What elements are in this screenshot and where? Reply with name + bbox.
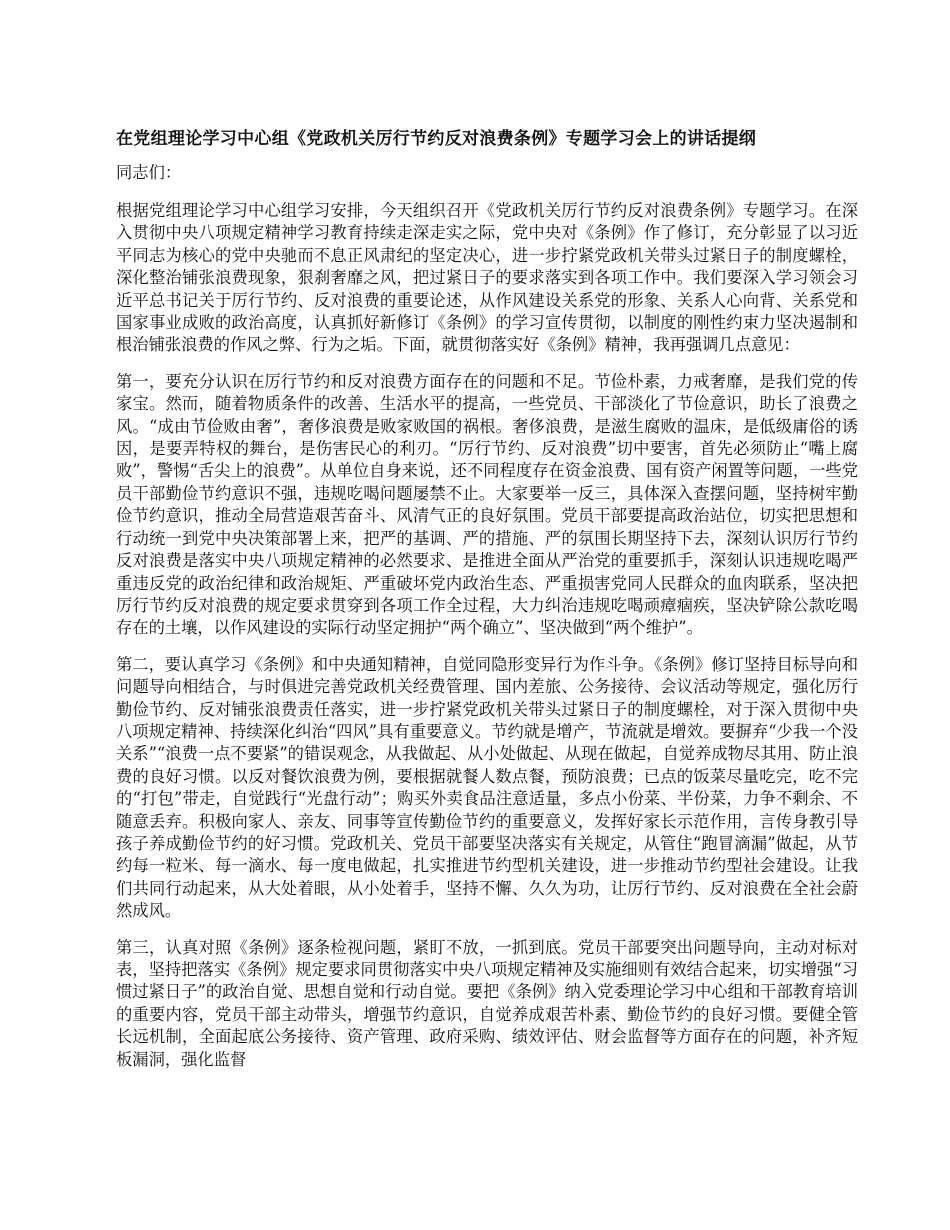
greeting: 同志们： (116, 163, 182, 182)
paragraph-second: 第二，要认真学习《条例》和中央通知精神，自觉同隐形变异行为作斗争。《条例》修订坚持目标导向和问题导向相结合，与时俱进完善党政机关经费管理、国内差旅、公务接待、会议活动等规定，强化厉行勤俭节约、反对铺张浪费责任落实，进一步拧紧党政机关带头过紧日子的制度螺栓，对于深入贯彻中央八项规定精神、持续深化纠治“四风”具有重要意义。节约就是增产，节流就是增效。要摒弃“少我一个没关系”“浪费一点不要紧”的错误观念，从我做起、从小处做起、从现在做起，自觉养成物尽其用、防止浪费的良好习惯。以反对餐饮浪费为例，要根据就餐人数点餐，预防浪费；已点的饭菜尽量吃完，吃不完的“打包”带走，自觉践行“光盘行动”；购买外卖食品注意适量，多点小份菜、半份菜，力争不剩余、不随意丢弃。积极向家人、亲友、同事等宣传勤俭节约的重要意义，发挥好家长示范作用，言传身教引导孩子养成勤俭节约的好习惯。党政机关、党员干部要坚决落实有关规定，从管住“跑冒滴漏”做起，从节约每一粒米、每一滴水、每一度电做起，扎实推进节约型机关建设，进一步推动节约型社会建设。让我们共同行动起来，从大处着眼，从小处着手，坚持不懈、久久为功，让厉行节约、反对浪费在全社会蔚然成风。 (116, 654, 858, 921)
paragraph-intro: 根据党组理论学习中心组学习安排，今天组织召开《党政机关厉行节约反对浪费条例》专题学习。在深入贯彻中央八项规定精神学习教育持续走深走实之际，党中央对《条例》作了修订，充分彰显了以习近平同志为核心的党中央驰而不息正风肃纪的坚定决心，进一步拧紧党政机关带头过紧日子的制度螺栓，深化整治铺张浪费现象，狠刹奢靡之风，把过紧日子的要求落实到各项工作中。我们要深入学习领会习近平总书记关于厉行节约、反对浪费的重要论述，从作风建设关系党的形象、关系人心向背、关系党和国家事业成败的政治高度，认真抓好新修订《条例》的学习宣传贯彻，以制度的刚性约束力坚决遏制和根治铺张浪费的作风之弊、行为之垢。下面，就贯彻落实好《条例》精神，我再强调几点意见： (116, 201, 858, 355)
paragraph-third: 第三，认真对照《条例》逐条检视问题，紧盯不放，一抓到底。党员干部要突出问题导向，主动对标对表，坚持把落实《条例》规定要求同贯彻落实中央八项规定精神及实施细则有效结合起来，切实增强“习惯过紧日子”的政治自觉、思想自觉和行动自觉。要把《条例》纳入党委理论学习中心组和干部教育培训的重要内容，党员干部主动带头，增强节约意识，自觉养成艰苦朴素、勤俭节约的良好习惯。要健全管长远机制，全面起底公务接待、资产管理、政府采购、绩效评估、财会监督等方面存在的问题，补齐短板漏洞，强化监督 (116, 937, 858, 1069)
paragraph-first: 第一，要充分认识在厉行节约和反对浪费方面存在的问题和不足。节俭朴素，力戒奢靡，是我们党的传家宝。然而，随着物质条件的改善、生活水平的提高，一些党员、干部淡化了节俭意识，助长了浪费之风。“成由节俭败由奢”，奢侈浪费是败家败国的祸根。奢侈浪费，是滋生腐败的温床，是低级庸俗的诱因，是要弄特权的舞台，是伤害民心的利刃。“厉行节约、反对浪费”切中要害，首先必须防止“嘴上腐败”，警惕“舌尖上的浪费”。从单位自身来说，还不同程度存在资金浪费、国有资产闲置等问题，一些党员干部勤俭节约意识不强，违规吃喝问题屡禁不止。大家要举一反三，具体深入查摆问题，坚持树牢勤俭节约意识，推动全局营造艰苦奋斗、风清气正的良好氛围。党员干部要提高政治站位，切实把思想和行动统一到党中央决策部署上来，把严的基调、严的措施、严的氛围长期坚持下去，深刻认识厉行节约反对浪费是落实中央八项规定精神的必然要求、是推进全面从严治党的重要抓手，深刻认识违规吃喝严重违反党的政治纪律和政治规矩、严重破坏党内政治生态、严重损害党同人民群众的血肉联系，坚决把厉行节约反对浪费的规定要求贯穿到各项工作全过程，大力纠治违规吃喝顽瘴痼疾，坚决铲除公款吃喝存在的土壤，以作风建设的实际行动坚定拥护“两个确立”、坚决做到“两个维护”。 (116, 371, 858, 638)
document-page (116, 126, 858, 1085)
document-title: 在党组理论学习中心组《党政机关厉行节约反对浪费条例》专题学习会上的讲话提纲 (116, 129, 757, 149)
